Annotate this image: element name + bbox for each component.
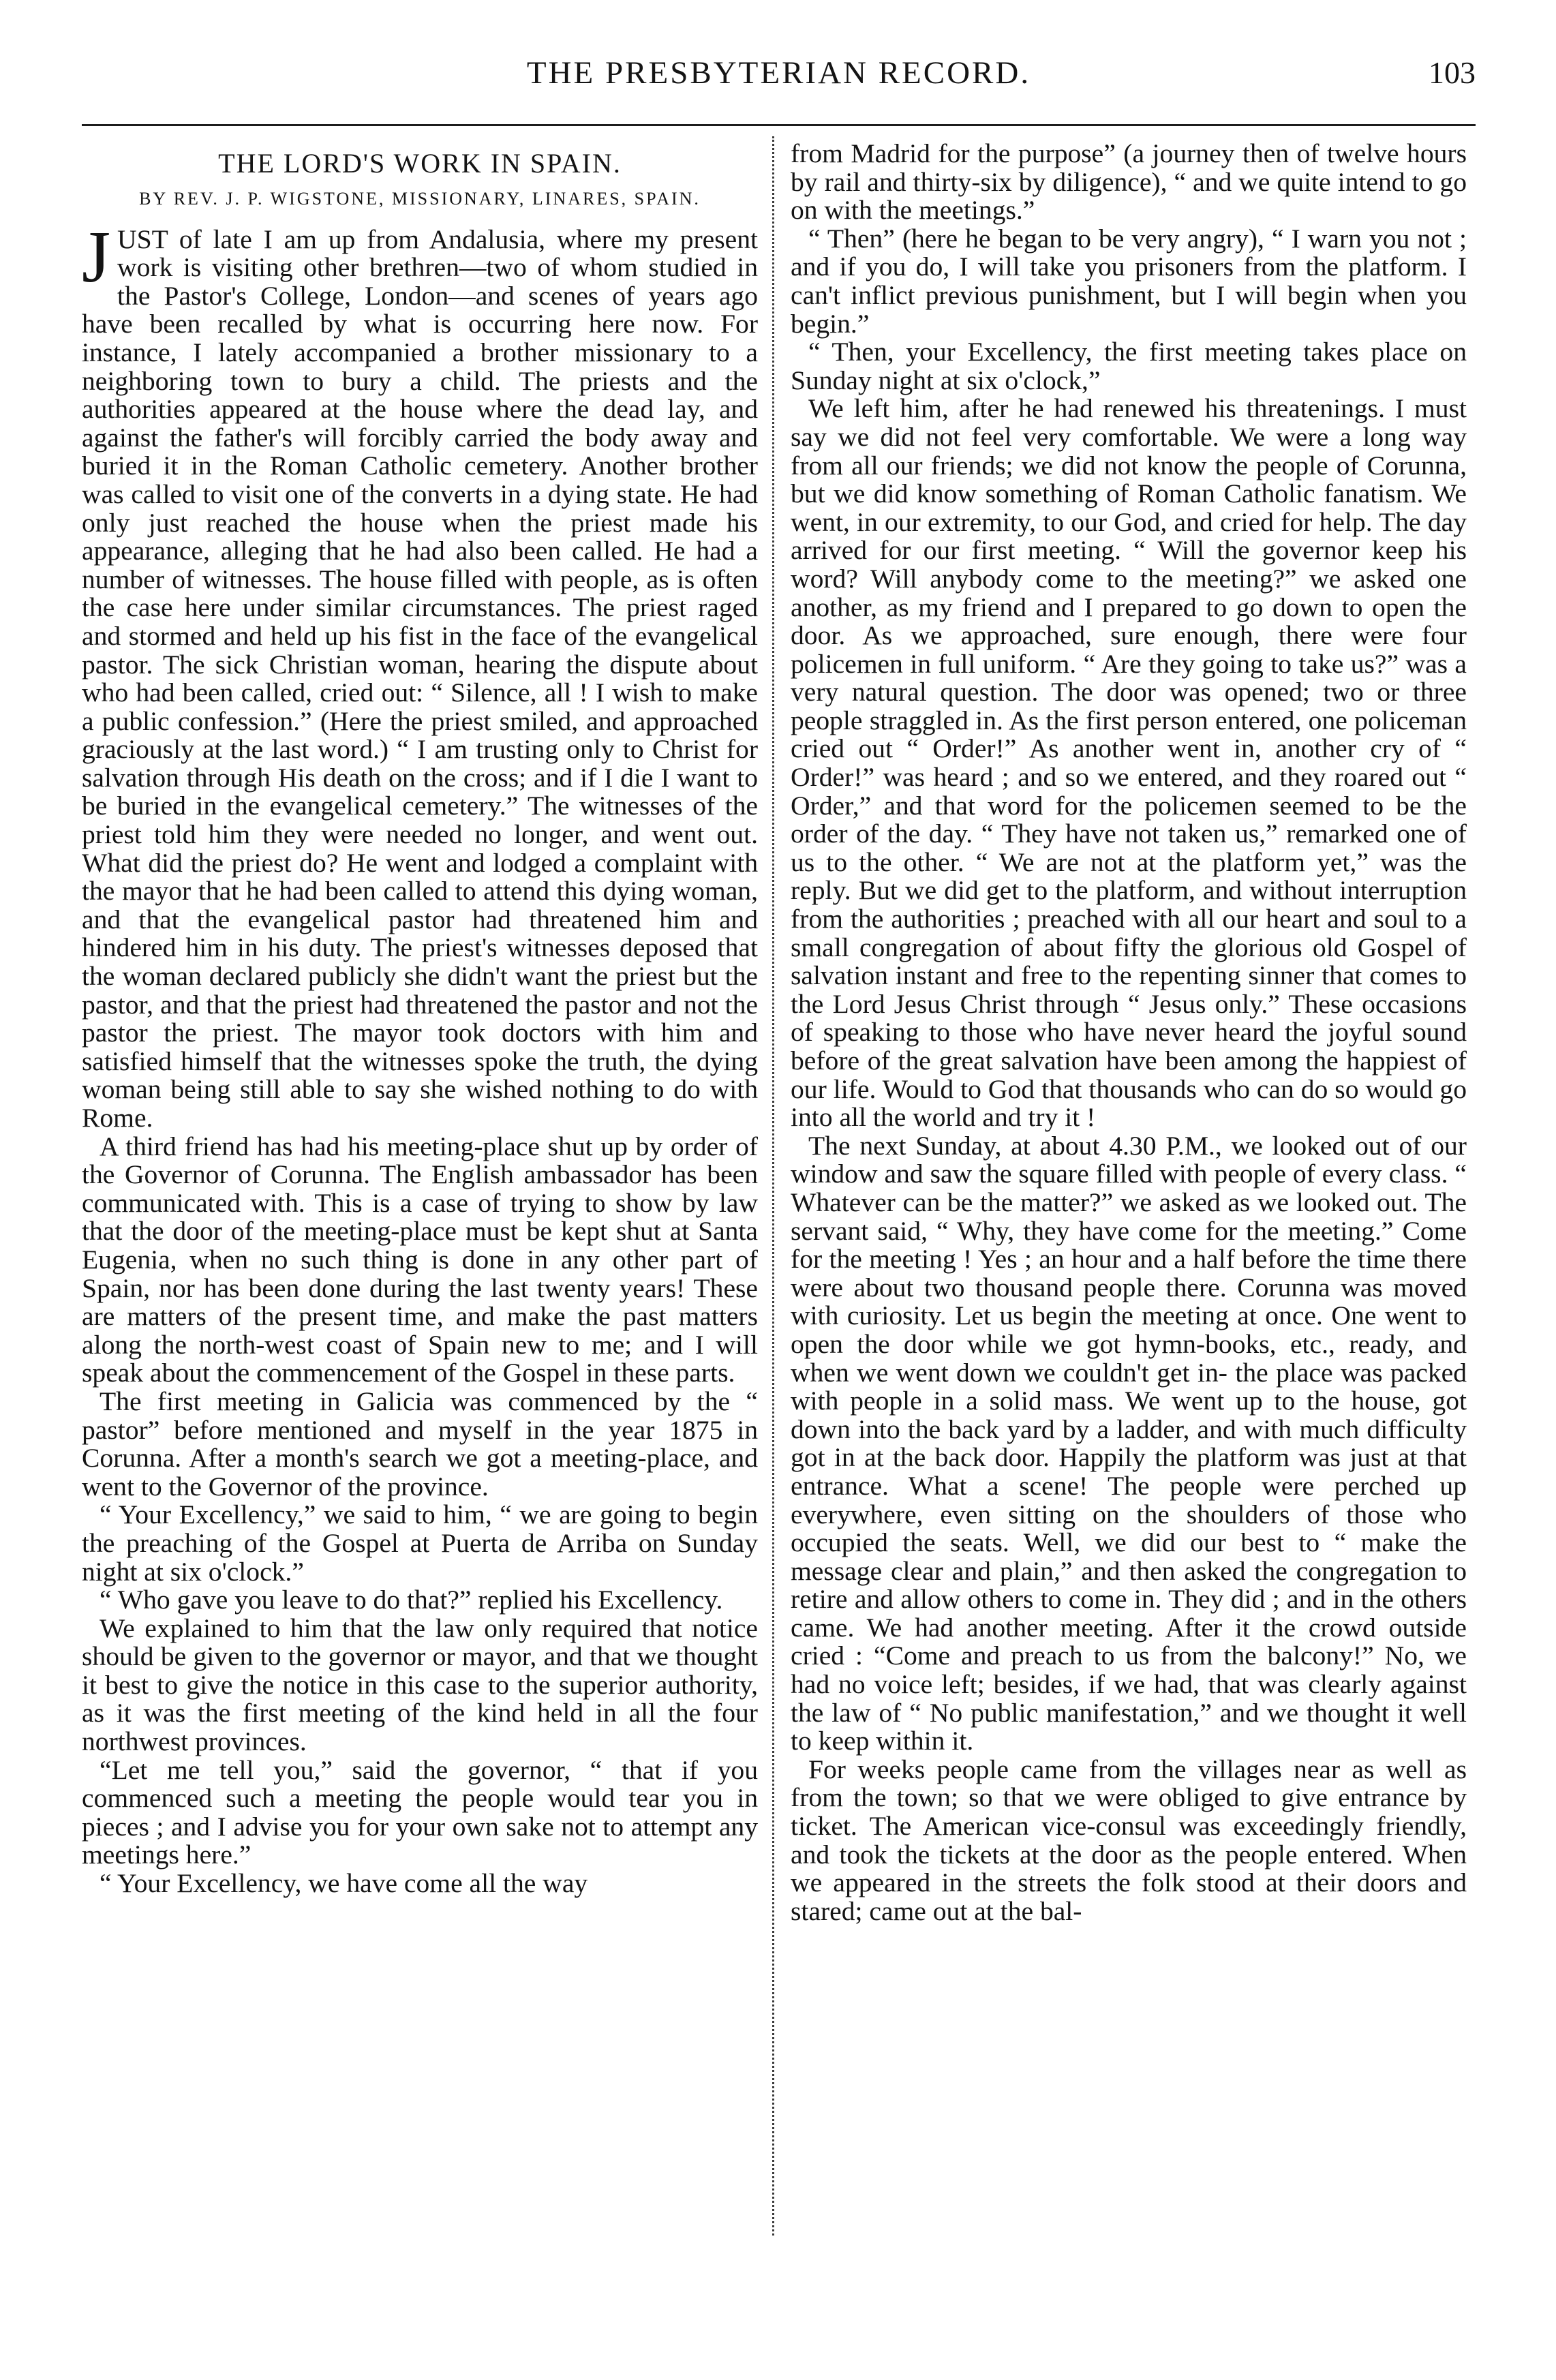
page-header: [82, 49, 1476, 97]
right-column: [791, 140, 1467, 2225]
paragraph-text: UST of late I am up from Andalusia, where my present work is visiting other brethren—two of whom studied in the Pastor's College, London—and scenes of years ago have been recalled by what is occurring here now. For instance, I lately accompanied a brother missionary to a neighboring town to bury a child. The priests and the authorities appeared at the house where the dead lay, and against the father's will forcibly carried the body away and buried it in the Roman Catholic cemetery. Another brother was called to visit one of the converts in a dying state. He had only just reached the house when the priest made his appearance, alleging that he had also been called. He had a number of witnesses. The house filled with people, as is often the case here under similar circumstances. The priest raged and stormed and held up his fist in the face of the evangelical pastor. The sick Christian woman, hearing the dispute about who had been called, cried out: “ Silence, all ! I wish to make a public confession.” (Here the priest smiled, and approached graciously at the last word.) “ I am trusting only to Christ for salvation through His death on the cross; and if I die I want to be buried in the evangelical cemetery.” The witnesses of the priest told him they were needed no longer, and went out. What did the priest do? He went and lodged a complaint with the mayor that he had been called to attend this dying woman, and that the evangelical pastor had threatened him and hindered him in his duty. The priest's witnesses deposed that the woman declared publicly she didn't want the priest but the pastor, and that the priest had threatened the pastor and not the pastor the priest. The mayor took doctors with him and satisfied himself that the witnesses spoke the truth, the dying woman being still able to say she wished nothing to do with Rome.: [82, 224, 758, 1133]
left-column: [82, 140, 758, 2225]
paragraph: We explained to him that the law only required that notice should be given to the governor or mayor, and that we thought it best to give the notice in this case to the superior authority, as it was the first meeting of the kind held in all the four northwest provinces.: [82, 1613, 758, 1757]
paragraph: We left him, after he had renewed his threatenings. I must say we did not feel very comfortable. We were a long way from all our friends; we did not know the people of Corunna, but we did know something of Roman Catholic fanatism. We went, in our extremity, to our God, and cried for help. The day arrived for our first meeting. “ Will the governor keep his word? Will anybody come to the meeting?” we asked one another, as my friend and I prepared to go down to open the door. As we approached, sure enough, there were four policemen in full uniform. “ Are they going to take us?” was a very natural question. The door was opened; two or three people straggled in. As the first person entered, one policeman cried out “ Order!” As another went in, another cry of “ Order!” was heard ; and so we entered, and they roared out “ Order,” and that word for the policemen seemed to be the order of the day. “ They have not taken us,” remarked one of us to the other. “ We are not at the platform yet,” was the reply. But we did get to the platform, and without interruption from the authorities ; preached with all our heart and soul to a small congregation of about fifty the glorious old Gospel of salvation instant and free to the repenting sinner that comes to the Lord Jesus Christ through “ Jesus only.” These occasions of speaking to those who have never heard the joyful sound before of the great salvation have been among the happiest of our life. Would to God that thousands who can do so would go into all the world and try it !: [791, 393, 1467, 1133]
paragraph: “Let me tell you,” said the governor, “ that if you commenced such a meeting the people would tear you in pieces ; and I advise you for your own sake not to attempt any meetings here.”: [82, 1754, 758, 1870]
paragraph: “ Who gave you leave to do that?” replied his Excellency.: [100, 1585, 723, 1615]
drop-cap: J: [82, 216, 111, 298]
header-rule: [82, 124, 1476, 126]
byline: BY REV. J. P. WIGSTONE, MISSIONARY, LINARES, SPAIN.: [139, 188, 701, 209]
page-number: 103: [1429, 55, 1476, 90]
paragraph: The first meeting in Galicia was commenced by the “ pastor” before mentioned and myself in the year 1875 in Corunna. After a month's search we got a meeting-place, and went to the Governor of the province.: [82, 1386, 758, 1501]
paragraph: “ Your Excellency,” we said to him, “ we are going to begin the preaching of the Gospel at Puerta de Arriba on Sunday night at six o'clock.”: [82, 1499, 758, 1587]
column-divider: [772, 136, 774, 2236]
paragraph: For weeks people came from the villages near as well as from the town; so that we were obliged to give entrance by ticket. The American vice-consul was exceedingly friendly, and took the tickets at the door as the people entered. When we appeared in the streets the folk stood at their doors and stared; came out at the bal-: [791, 1754, 1467, 1926]
paragraph: [82, 216, 758, 1133]
paragraph: from Madrid for the purpose” (a journey then of twelve hours by rail and thirty-six by diligence), “ and we quite intend to go on with the meetings.”: [791, 140, 1467, 226]
article-title: THE LORD'S WORK IN SPAIN.: [218, 148, 622, 179]
paragraph: The next Sunday, at about 4.30 P.M., we looked out of our window and saw the square filled with people of every class. “ Whatever can be the matter?” we asked as we looked out. The servant said, “ Why, they have come for the meeting.” Come for the meeting ! Yes ; an hour and a half before the time there were about two thousand people there. Corunna was moved with curiosity. Let us begin the meeting at once. One went to open the door while we got hymn-books, etc., ready, and when we went down we couldn't get in- the place was packed with people in a solid mass. We went up to the house, got down into the back yard by a ladder, and with much difficulty got in at the back door. Happily the platform was just at that entrance. What a scene! The people were perched up everywhere, even sitting on the shoulders of those who occupied the seats. Well, we did our best to “ make the message clear and plain,” and then asked the congregation to retire and allow others to come in. They did ; and in the others came. We had another meeting. After it the crowd outside cried : “Come and preach to us from the balcony!” No, we had no voice left; besides, if we had, that was clearly against the law of “ No public manifestation,” and we thought it well to keep within it.: [791, 1130, 1467, 1756]
paragraph: “ Your Excellency, we have come all the way: [100, 1868, 588, 1899]
paragraph: A third friend has had his meeting-place shut up by order of the Governor of Corunna. The English ambassador has been communicated with. This is a case of trying to show by law that the door of the meeting-place must be kept shut at Santa Eugenia, when no such thing is done in any other part of Spain, nor has been done during the last twenty years! These are matters of the present time, and make the past matters along the north-west coast of Spain new to me; and I will speak about the commencement of the Gospel in these parts.: [82, 1131, 758, 1388]
paragraph: “ Then” (here he began to be very angry), “ I warn you not ; and if you do, I will take you prisoners from the platform. I can't inflict previous punishment, but I will begin when you begin.”: [791, 223, 1467, 339]
paragraph: “ Then, your Excellency, the first meeting takes place on Sunday night at six o'clock,”: [791, 337, 1467, 395]
running-head: THE PRESBYTERIAN RECORD.: [526, 55, 1031, 91]
